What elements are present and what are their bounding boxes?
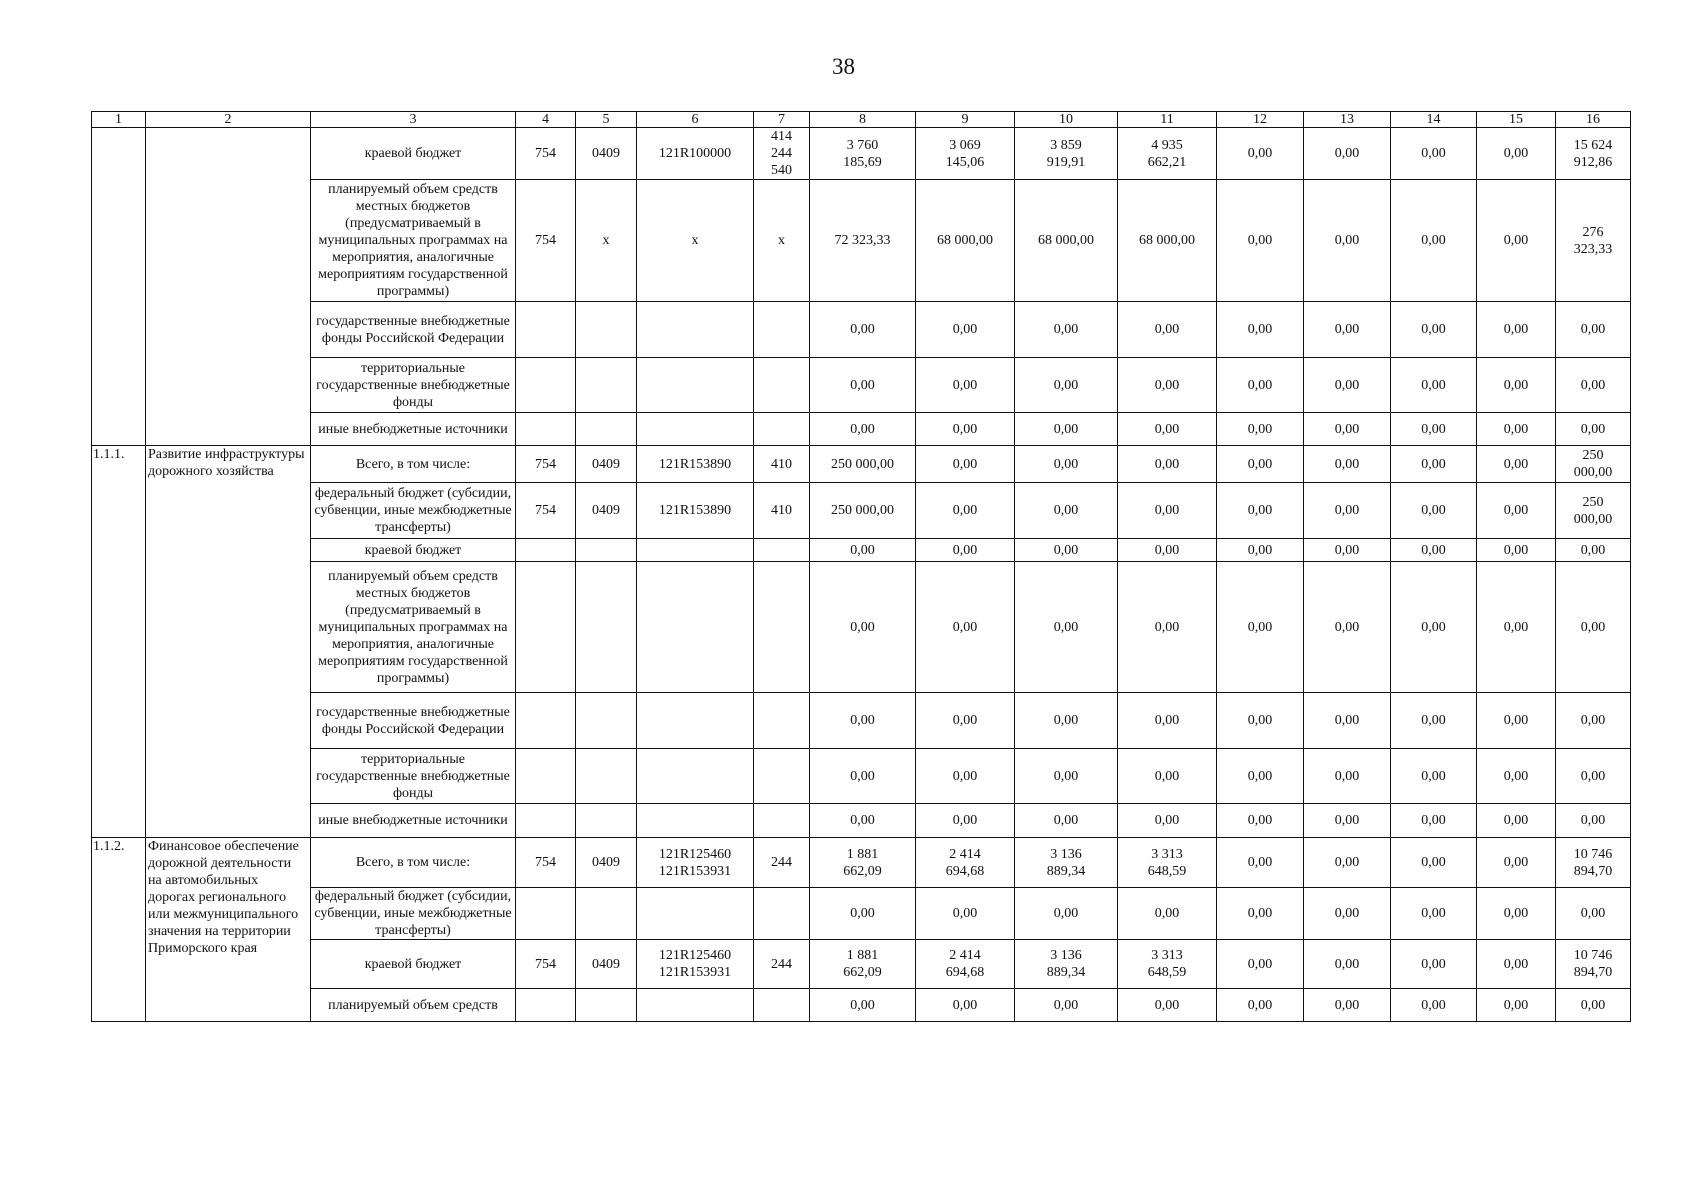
year-value-cell: 0,00 <box>1217 446 1304 483</box>
funding-source-cell: территориальные государственные внебюджетные фонды <box>311 749 516 804</box>
year-value-cell: 0,00 <box>1304 888 1391 940</box>
year-value-cell: 0,00 <box>1015 302 1118 358</box>
funding-source-cell: федеральный бюджет (субсидии, субвенции, иные межбюджетные трансферты) <box>311 483 516 539</box>
year-value-cell: 0,00 <box>810 989 916 1022</box>
table-row <box>92 128 1631 180</box>
expense-type-cell <box>754 693 810 749</box>
year-value-cell: 68 000,00 <box>1015 180 1118 302</box>
table-row <box>92 358 1631 413</box>
header-cell: 14 <box>1391 112 1477 128</box>
section-code-cell <box>576 989 637 1022</box>
total-value-cell: 0,00 <box>1556 358 1631 413</box>
year-value-cell: 0,00 <box>1304 180 1391 302</box>
gr-code-cell: 754 <box>516 838 576 888</box>
gr-code-cell: 754 <box>516 940 576 989</box>
gr-code-cell <box>516 358 576 413</box>
total-value-cell: 250 000,00 <box>1556 446 1631 483</box>
column-number-header <box>92 112 1631 128</box>
gr-code-cell: 754 <box>516 483 576 539</box>
total-value-cell: 0,00 <box>1556 693 1631 749</box>
section-code-cell: 0409 <box>576 838 637 888</box>
table-row <box>92 413 1631 446</box>
gr-code-cell <box>516 693 576 749</box>
year-value-cell: 0,00 <box>1304 358 1391 413</box>
gr-code-cell <box>516 413 576 446</box>
year-value-cell: 0,00 <box>1304 693 1391 749</box>
year-value-cell: 0,00 <box>1477 940 1556 989</box>
year-value-cell: 0,00 <box>1217 180 1304 302</box>
funding-source-cell: иные внебюджетные источники <box>311 804 516 838</box>
year-value-cell: 0,00 <box>1015 693 1118 749</box>
year-value-cell: 0,00 <box>1304 539 1391 562</box>
year-value-cell: 0,00 <box>1118 302 1217 358</box>
year-value-cell: 3 760 185,69 <box>810 128 916 180</box>
target-article-cell <box>637 888 754 940</box>
section-code-cell <box>576 693 637 749</box>
table-row <box>92 693 1631 749</box>
target-article-cell: 121R153890 <box>637 446 754 483</box>
header-cell: 3 <box>311 112 516 128</box>
measure-112-name-cell: Финансовое обеспечение дорожной деятельности на автомобильных дорогах регионального или межмуниципального значения на территории Приморского края <box>146 838 311 1022</box>
funding-source-cell: Всего, в том числе: <box>311 838 516 888</box>
header-cell: 11 <box>1118 112 1217 128</box>
gr-code-cell <box>516 804 576 838</box>
expense-type-cell <box>754 804 810 838</box>
year-value-cell: 250 000,00 <box>810 483 916 539</box>
year-value-cell: 0,00 <box>1217 413 1304 446</box>
year-value-cell: 0,00 <box>1015 804 1118 838</box>
year-value-cell: 0,00 <box>810 358 916 413</box>
year-value-cell: 0,00 <box>1217 989 1304 1022</box>
year-value-cell: 3 313 648,59 <box>1118 940 1217 989</box>
year-value-cell: 0,00 <box>810 749 916 804</box>
target-article-cell: 121R153890 <box>637 483 754 539</box>
year-value-cell: 2 414 694,68 <box>916 940 1015 989</box>
gr-code-cell <box>516 989 576 1022</box>
target-article-cell <box>637 749 754 804</box>
year-value-cell: 0,00 <box>1015 888 1118 940</box>
year-value-cell: 0,00 <box>916 483 1015 539</box>
table-row <box>92 749 1631 804</box>
table-row <box>92 562 1631 693</box>
year-value-cell: 0,00 <box>810 693 916 749</box>
header-cell: 4 <box>516 112 576 128</box>
table-row <box>92 804 1631 838</box>
year-value-cell: 3 069 145,06 <box>916 128 1015 180</box>
year-value-cell: 0,00 <box>916 413 1015 446</box>
year-value-cell: 0,00 <box>1477 413 1556 446</box>
year-value-cell: 0,00 <box>1391 749 1477 804</box>
year-value-cell: 0,00 <box>810 302 916 358</box>
table-row <box>92 446 1631 483</box>
year-value-cell: 72 323,33 <box>810 180 916 302</box>
year-value-cell: 0,00 <box>1217 940 1304 989</box>
year-value-cell: 0,00 <box>1015 989 1118 1022</box>
year-value-cell: 0,00 <box>1118 413 1217 446</box>
year-value-cell: 0,00 <box>1477 989 1556 1022</box>
gr-code-cell <box>516 888 576 940</box>
table-row <box>92 302 1631 358</box>
expense-type-cell: 244 <box>754 838 810 888</box>
header-cell: 5 <box>576 112 637 128</box>
target-article-cell: x <box>637 180 754 302</box>
year-value-cell: 0,00 <box>810 413 916 446</box>
table-row <box>92 483 1631 539</box>
funding-source-cell: государственные внебюджетные фонды Российской Федерации <box>311 693 516 749</box>
year-value-cell: 0,00 <box>916 693 1015 749</box>
continuation-name-cell <box>146 128 311 446</box>
target-article-cell: 121R125460 121R153931 <box>637 838 754 888</box>
year-value-cell: 0,00 <box>1477 128 1556 180</box>
year-value-cell: 0,00 <box>1391 888 1477 940</box>
expense-type-cell <box>754 888 810 940</box>
year-value-cell: 0,00 <box>1391 413 1477 446</box>
section-code-cell: 0409 <box>576 446 637 483</box>
expense-type-cell: 410 <box>754 483 810 539</box>
expense-type-cell <box>754 562 810 693</box>
year-value-cell: 0,00 <box>1304 128 1391 180</box>
year-value-cell: 0,00 <box>1304 483 1391 539</box>
target-article-cell <box>637 413 754 446</box>
year-value-cell: 0,00 <box>1118 804 1217 838</box>
year-value-cell: 250 000,00 <box>810 446 916 483</box>
year-value-cell: 0,00 <box>1391 358 1477 413</box>
year-value-cell: 0,00 <box>916 446 1015 483</box>
year-value-cell: 0,00 <box>1304 989 1391 1022</box>
year-value-cell: 0,00 <box>1304 838 1391 888</box>
year-value-cell: 0,00 <box>1015 562 1118 693</box>
year-value-cell: 0,00 <box>1118 888 1217 940</box>
year-value-cell: 0,00 <box>1217 693 1304 749</box>
year-value-cell: 0,00 <box>1217 539 1304 562</box>
year-value-cell: 0,00 <box>1477 749 1556 804</box>
total-value-cell: 0,00 <box>1556 888 1631 940</box>
year-value-cell: 0,00 <box>1477 562 1556 693</box>
funding-source-cell: иные внебюджетные источники <box>311 413 516 446</box>
continuation-id-cell <box>92 128 146 446</box>
year-value-cell: 0,00 <box>916 749 1015 804</box>
year-value-cell: 0,00 <box>1304 302 1391 358</box>
year-value-cell: 0,00 <box>1391 483 1477 539</box>
section-code-cell <box>576 413 637 446</box>
year-value-cell: 0,00 <box>1217 562 1304 693</box>
target-article-cell <box>637 358 754 413</box>
budget-table <box>91 111 1631 1022</box>
target-article-cell <box>637 693 754 749</box>
year-value-cell: 0,00 <box>916 539 1015 562</box>
table-row <box>92 180 1631 302</box>
table-row <box>92 989 1631 1022</box>
funding-source-cell: государственные внебюджетные фонды Российской Федерации <box>311 302 516 358</box>
total-value-cell: 250 000,00 <box>1556 483 1631 539</box>
year-value-cell: 0,00 <box>810 888 916 940</box>
header-cell: 16 <box>1556 112 1631 128</box>
header-cell: 15 <box>1477 112 1556 128</box>
measure-111-name-cell: Развитие инфраструктуры дорожного хозяйства <box>146 446 311 838</box>
expense-type-cell: 244 <box>754 940 810 989</box>
year-value-cell: 0,00 <box>916 989 1015 1022</box>
gr-code-cell <box>516 749 576 804</box>
expense-type-cell <box>754 539 810 562</box>
year-value-cell: 0,00 <box>1477 693 1556 749</box>
expense-type-cell <box>754 302 810 358</box>
funding-source-cell: федеральный бюджет (субсидии, субвенции, иные межбюджетные трансферты) <box>311 888 516 940</box>
year-value-cell: 68 000,00 <box>916 180 1015 302</box>
year-value-cell: 0,00 <box>1015 483 1118 539</box>
year-value-cell: 0,00 <box>1217 358 1304 413</box>
year-value-cell: 0,00 <box>1118 749 1217 804</box>
year-value-cell: 0,00 <box>1118 989 1217 1022</box>
year-value-cell: 3 136 889,34 <box>1015 940 1118 989</box>
header-cell: 2 <box>146 112 311 128</box>
expense-type-cell <box>754 413 810 446</box>
header-cell: 13 <box>1304 112 1391 128</box>
total-value-cell: 0,00 <box>1556 749 1631 804</box>
year-value-cell: 0,00 <box>1015 539 1118 562</box>
target-article-cell <box>637 989 754 1022</box>
year-value-cell: 2 414 694,68 <box>916 838 1015 888</box>
funding-source-cell: Всего, в том числе: <box>311 446 516 483</box>
measure-112-id-cell: 1.1.2. <box>92 838 146 1022</box>
year-value-cell: 0,00 <box>1015 749 1118 804</box>
expense-type-cell: 414 244 540 <box>754 128 810 180</box>
year-value-cell: 0,00 <box>1391 128 1477 180</box>
section-code-cell: x <box>576 180 637 302</box>
target-article-cell <box>637 562 754 693</box>
year-value-cell: 0,00 <box>1391 539 1477 562</box>
year-value-cell: 0,00 <box>1391 804 1477 838</box>
section-code-cell <box>576 804 637 838</box>
funding-source-cell: планируемый объем средств местных бюджетов (предусматриваемый в муниципальных программах на мероприятия, аналогичные мероприятиям государственной программы) <box>311 562 516 693</box>
target-article-cell <box>637 302 754 358</box>
funding-source-cell: планируемый объем средств <box>311 989 516 1022</box>
year-value-cell: 0,00 <box>1015 413 1118 446</box>
year-value-cell: 0,00 <box>1217 128 1304 180</box>
expense-type-cell: x <box>754 180 810 302</box>
year-value-cell: 0,00 <box>916 302 1015 358</box>
year-value-cell: 0,00 <box>810 539 916 562</box>
expense-type-cell: 410 <box>754 446 810 483</box>
section-code-cell <box>576 562 637 693</box>
table-row <box>92 888 1631 940</box>
table-row <box>92 539 1631 562</box>
funding-source-cell: краевой бюджет <box>311 128 516 180</box>
total-value-cell: 0,00 <box>1556 562 1631 693</box>
year-value-cell: 0,00 <box>1477 804 1556 838</box>
year-value-cell: 0,00 <box>1217 838 1304 888</box>
section-code-cell <box>576 302 637 358</box>
year-value-cell: 0,00 <box>1304 804 1391 838</box>
table-row <box>92 940 1631 989</box>
year-value-cell: 0,00 <box>1217 302 1304 358</box>
funding-source-cell: краевой бюджет <box>311 539 516 562</box>
target-article-cell <box>637 539 754 562</box>
year-value-cell: 0,00 <box>1217 749 1304 804</box>
year-value-cell: 0,00 <box>1304 562 1391 693</box>
year-value-cell: 0,00 <box>1477 888 1556 940</box>
total-value-cell: 0,00 <box>1556 539 1631 562</box>
year-value-cell: 0,00 <box>1477 180 1556 302</box>
year-value-cell: 68 000,00 <box>1118 180 1217 302</box>
year-value-cell: 0,00 <box>1118 358 1217 413</box>
section-code-cell <box>576 358 637 413</box>
year-value-cell: 0,00 <box>1477 302 1556 358</box>
gr-code-cell <box>516 302 576 358</box>
year-value-cell: 0,00 <box>1015 446 1118 483</box>
total-value-cell: 0,00 <box>1556 804 1631 838</box>
year-value-cell: 0,00 <box>1391 180 1477 302</box>
funding-source-cell: территориальные государственные внебюджетные фонды <box>311 358 516 413</box>
total-value-cell: 15 624 912,86 <box>1556 128 1631 180</box>
section-code-cell: 0409 <box>576 483 637 539</box>
section-code-cell <box>576 888 637 940</box>
measure-111-id-cell: 1.1.1. <box>92 446 146 838</box>
year-value-cell: 0,00 <box>1304 749 1391 804</box>
total-value-cell: 10 746 894,70 <box>1556 940 1631 989</box>
target-article-cell <box>637 804 754 838</box>
section-code-cell <box>576 539 637 562</box>
total-value-cell: 276 323,33 <box>1556 180 1631 302</box>
section-code-cell: 0409 <box>576 940 637 989</box>
year-value-cell: 0,00 <box>1118 539 1217 562</box>
total-value-cell: 0,00 <box>1556 413 1631 446</box>
funding-source-cell: краевой бюджет <box>311 940 516 989</box>
year-value-cell: 0,00 <box>916 358 1015 413</box>
year-value-cell: 0,00 <box>1217 888 1304 940</box>
year-value-cell: 0,00 <box>1477 539 1556 562</box>
section-code-cell <box>576 749 637 804</box>
gr-code-cell <box>516 562 576 693</box>
header-cell: 9 <box>916 112 1015 128</box>
table-row <box>92 838 1631 888</box>
year-value-cell: 0,00 <box>1477 483 1556 539</box>
year-value-cell: 0,00 <box>1391 562 1477 693</box>
header-cell: 7 <box>754 112 810 128</box>
target-article-cell: 121R100000 <box>637 128 754 180</box>
header-cell: 10 <box>1015 112 1118 128</box>
year-value-cell: 3 313 648,59 <box>1118 838 1217 888</box>
year-value-cell: 0,00 <box>1304 446 1391 483</box>
target-article-cell: 121R125460 121R153931 <box>637 940 754 989</box>
year-value-cell: 0,00 <box>1118 693 1217 749</box>
page-number: 38 <box>832 54 855 79</box>
year-value-cell: 0,00 <box>1391 693 1477 749</box>
year-value-cell: 0,00 <box>1118 562 1217 693</box>
year-value-cell: 0,00 <box>1391 989 1477 1022</box>
header-cell: 8 <box>810 112 916 128</box>
expense-type-cell <box>754 358 810 413</box>
year-value-cell: 1 881 662,09 <box>810 940 916 989</box>
year-value-cell: 0,00 <box>916 562 1015 693</box>
year-value-cell: 0,00 <box>1217 804 1304 838</box>
year-value-cell: 0,00 <box>916 888 1015 940</box>
total-value-cell: 10 746 894,70 <box>1556 838 1631 888</box>
year-value-cell: 3 859 919,91 <box>1015 128 1118 180</box>
year-value-cell: 4 935 662,21 <box>1118 128 1217 180</box>
year-value-cell: 0,00 <box>1391 838 1477 888</box>
year-value-cell: 1 881 662,09 <box>810 838 916 888</box>
year-value-cell: 3 136 889,34 <box>1015 838 1118 888</box>
year-value-cell: 0,00 <box>1304 413 1391 446</box>
year-value-cell: 0,00 <box>1118 446 1217 483</box>
gr-code-cell: 754 <box>516 446 576 483</box>
gr-code-cell <box>516 539 576 562</box>
year-value-cell: 0,00 <box>1118 483 1217 539</box>
year-value-cell: 0,00 <box>810 804 916 838</box>
year-value-cell: 0,00 <box>1217 483 1304 539</box>
header-cell: 1 <box>92 112 146 128</box>
gr-code-cell: 754 <box>516 128 576 180</box>
header-cell: 6 <box>637 112 754 128</box>
year-value-cell: 0,00 <box>1015 358 1118 413</box>
year-value-cell: 0,00 <box>810 562 916 693</box>
section-code-cell: 0409 <box>576 128 637 180</box>
year-value-cell: 0,00 <box>1391 302 1477 358</box>
total-value-cell: 0,00 <box>1556 989 1631 1022</box>
gr-code-cell: 754 <box>516 180 576 302</box>
header-cell: 12 <box>1217 112 1304 128</box>
expense-type-cell <box>754 749 810 804</box>
expense-type-cell <box>754 989 810 1022</box>
year-value-cell: 0,00 <box>1304 940 1391 989</box>
year-value-cell: 0,00 <box>1391 446 1477 483</box>
total-value-cell: 0,00 <box>1556 302 1631 358</box>
year-value-cell: 0,00 <box>1477 446 1556 483</box>
year-value-cell: 0,00 <box>916 804 1015 838</box>
table-body <box>92 128 1631 1022</box>
year-value-cell: 0,00 <box>1477 838 1556 888</box>
funding-source-cell: планируемый объем средств местных бюджетов (предусматриваемый в муниципальных программах на мероприятия, аналогичные мероприятиям государственной программы) <box>311 180 516 302</box>
budget-table-wrapper <box>91 111 1631 1022</box>
year-value-cell: 0,00 <box>1391 940 1477 989</box>
year-value-cell: 0,00 <box>1477 358 1556 413</box>
